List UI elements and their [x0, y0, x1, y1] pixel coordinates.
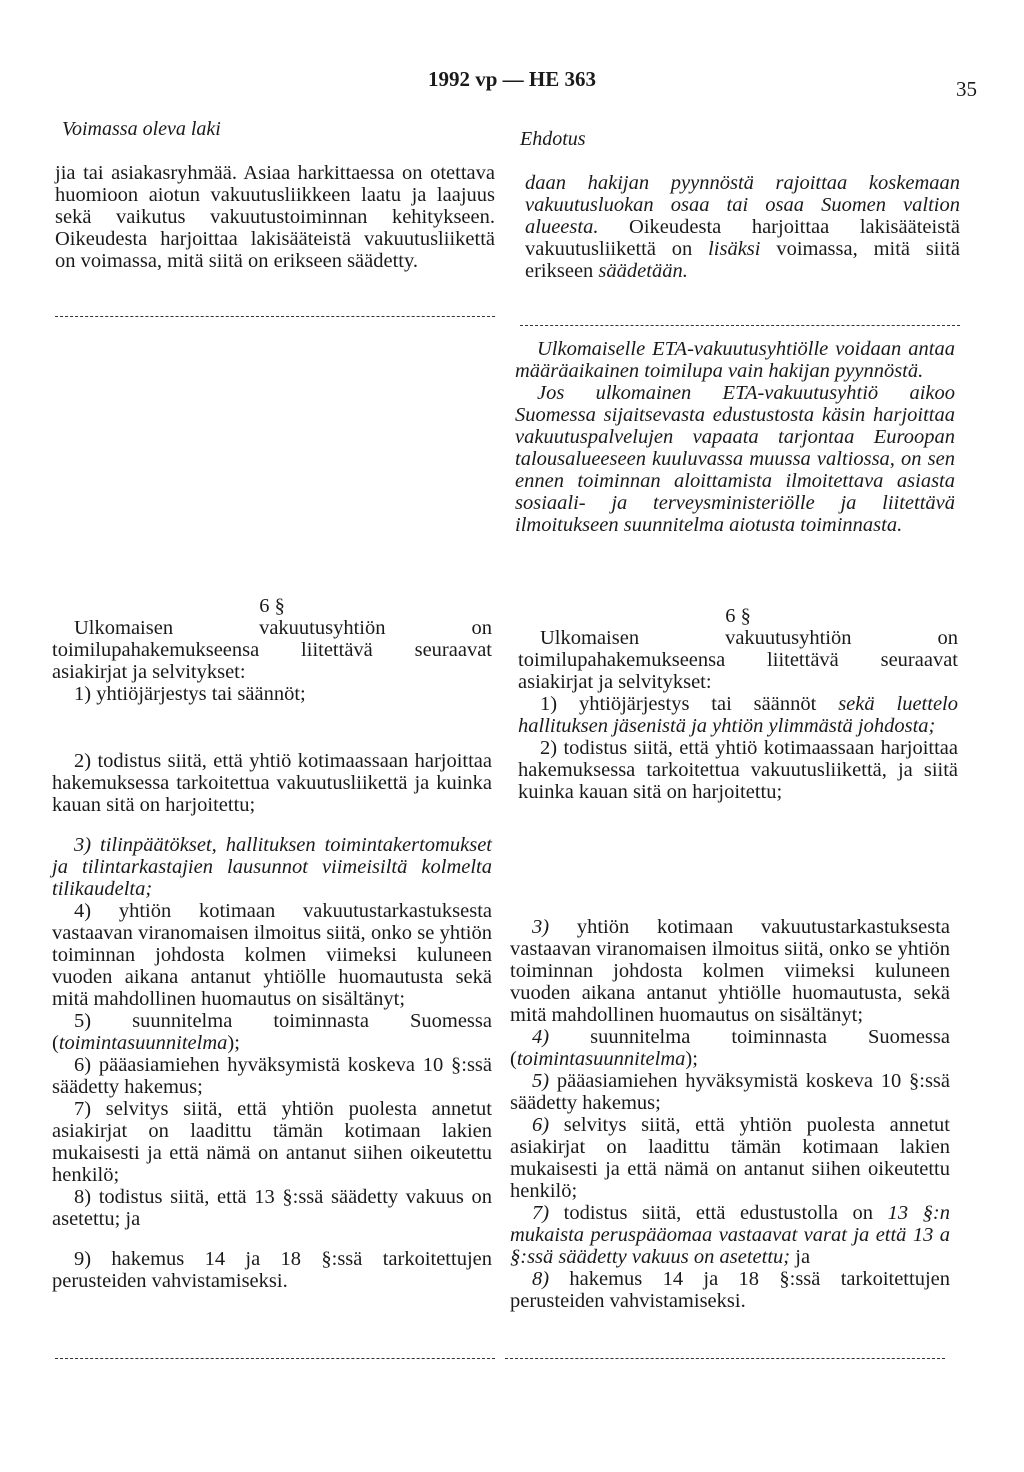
right-item-2: 2) todistus siitä, että yhtiö kotimaassaan harjoittaa hakemuksessa tarkoitettua vakuutusliikettä, ja siitä kuinka kauan sitä on harjoitettu;	[518, 737, 958, 803]
left-intro: Ulkomaisen vakuutusyhtiön on toimilupahakemukseensa liitettävä seuraavat asiakirjat ja selvitykset:	[52, 617, 492, 683]
left-section-title: 6 §	[259, 595, 285, 617]
right-item-8	[510, 1268, 950, 1312]
left-item-2: 2) todistus siitä, että yhtiö kotimaassaan harjoittaa hakemuksessa tarkoitettua vakuutusliikettä ja kuinka kauan sitä on harjoitettu;	[52, 750, 492, 816]
left-item-5-text: 5) suunnitelma toiminnasta Suomessa (	[52, 1010, 492, 1054]
left-item-4: 4) yhtiön kotimaan vakuutustarkastuksesta vastaavan viranomaisen ilmoitus siitä, onko se yhtiön toiminnan johdosta kolmen viimeksi kuluneen vuoden aikana antanut yhtiölle huomautusta sekä mitä mahdollinen huomautus on sisältänyt;	[52, 900, 492, 1010]
left-item-9: 9) hakemus 14 ja 18 §:ssä tarkoitettujen perusteiden vahvistamiseksi.	[52, 1248, 492, 1292]
right-section-title: 6 §	[725, 605, 751, 627]
left-item-6: 6) pääasiamiehen hyväksymistä koskeva 10 §:ssä säädetty hakemus;	[52, 1054, 492, 1098]
right-item-3-text: yhtiön kotimaan vakuutustarkastuksesta vastaavan viranomaisen ilmoitus siitä, onko se yhtiön toiminnan johdosta kolmen viimeksi kuluneen vuoden aikana antanut yhtiölle huomautusta, sekä mitä mahdollinen huomautus on sisältänyt;	[510, 916, 950, 1026]
right-item-7-added: 13 §:n mukaista peruspääomaa vastaavat varat ja että 13 a §:ssä säädetty vakuus on asetettu;	[510, 1202, 951, 1268]
right-intro: Ulkomaisen vakuutusyhtiön on toimilupahakemukseensa liitettävä seuraavat asiakirjat ja selvitykset:	[518, 627, 958, 693]
right-top-b: Oikeudesta harjoittaa lakisääteistä vakuutusliikettä on	[525, 216, 960, 260]
right-divider-2	[505, 1358, 945, 1359]
left-items-block	[52, 750, 492, 1292]
right-top-d: voimassa, mitä siitä erikseen	[525, 238, 960, 282]
right-eta-paragraph-1: Ulkomaiselle ETA-vakuutusyhtiölle voidaan antaa määräaikainen toimilupa vain hakijan pyynnöstä.	[515, 338, 955, 382]
right-item-8-num: 8)	[532, 1268, 550, 1290]
right-item-4-term: toimintasuunnitelma	[516, 1048, 686, 1070]
left-section-6	[52, 595, 492, 705]
right-item-4-end: );	[685, 1048, 698, 1070]
left-item-1: 1) yhtiöjärjestys tai säännöt;	[74, 683, 306, 705]
left-item-7: 7) selvitys siitä, että yhtiön puolesta annetut asiakirjat on laadittu tämän kotimaan lakien mukaisesti ja että nämä on antanut siihen oikeutettu henkilö;	[52, 1098, 492, 1186]
right-item-7-end: ja	[790, 1246, 811, 1268]
right-item-7	[510, 1202, 950, 1268]
right-item-4-text: suunnitelma toiminnasta Suomessa (	[510, 1026, 950, 1070]
left-top-paragraph: jia tai asiakasryhmää. Asiaa harkittaessa on otettava huomioon aiotun vakuutusliikkeen laatu ja laajuus sekä vaikutus vakuutustoiminnan kehitykseen. Oikeudesta harjoittaa lakisääteistä vakuutusliikettä on voimassa, mitä siitä on erikseen säädetty.	[55, 162, 495, 272]
right-item-6-num: 6)	[532, 1114, 550, 1136]
right-item-7-num: 7)	[532, 1202, 550, 1224]
left-item-5-term: toimintasuunnitelma	[58, 1032, 228, 1054]
right-item-4-num: 4)	[532, 1026, 550, 1048]
left-column-heading: Voimassa oleva laki	[62, 118, 221, 140]
right-item-3	[510, 916, 950, 1026]
right-item-5	[510, 1070, 950, 1114]
left-item-5-end: );	[227, 1032, 240, 1054]
left-divider-2	[55, 1358, 495, 1359]
right-divider-1	[520, 325, 960, 326]
page-number: 35	[956, 77, 977, 101]
right-item-8-text: hakemus 14 ja 18 §:ssä tarkoitettujen perusteiden vahvistamiseksi.	[510, 1268, 950, 1312]
page-header: 1992 vp — HE 363	[427, 67, 597, 91]
right-item-6	[510, 1114, 950, 1202]
right-item-1	[518, 693, 958, 737]
right-item-1-added: sekä luettelo hallituksen jäsenistä ja yhtiön ylimmästä johdosta;	[518, 693, 958, 737]
right-item-5-text: pääasiamiehen hyväksymistä koskeva 10 §:ssä säädetty hakemus;	[510, 1070, 950, 1114]
right-top-e: säädetään.	[598, 260, 688, 282]
right-top-c: lisäksi	[708, 238, 761, 260]
left-item-5	[52, 1010, 492, 1054]
right-eta-block	[515, 338, 955, 536]
right-item-6-text: selvitys siitä, että yhtiön puolesta annetut asiakirjat on laadittu tämän kotimaan lakien mukaisesti ja että nämä on antanut siihen oikeutettu henkilö;	[510, 1114, 950, 1202]
right-eta-paragraph-2: Jos ulkomainen ETA-vakuutusyhtiö aikoo Suomessa sijaitsevasta edustustosta käsin harjoittaa vakuutuspalvelujen vapaata tarjontaa Euroopan talousalueeseen kuuluvassa muussa valtiossa, on sen ennen toiminnan aloittamista ilmoitettava asiasta sosiaali- ja terveysministeriölle ja liitettävä ilmoitukseen suunnitelma aiotusta toiminnasta.	[515, 382, 955, 536]
right-item-3-num: 3)	[532, 916, 550, 938]
left-item-3: 3) tilinpäätökset, hallituksen toimintakertomukset ja tilintarkastajien lausunnot viimeisiltä kolmelta tilikaudelta;	[52, 834, 492, 900]
right-top-paragraph-block	[525, 172, 960, 282]
right-column-heading: Ehdotus	[520, 128, 586, 150]
right-item-1-text: 1) yhtiöjärjestys tai säännöt	[540, 693, 839, 715]
right-top-a: daan hakijan pyynnöstä rajoittaa koskemaan vakuutusluokan osaa tai osaa Suomen valtion alueesta.	[525, 172, 960, 238]
right-top-paragraph	[525, 172, 960, 282]
left-divider-1	[55, 316, 495, 317]
right-items-block	[510, 916, 950, 1312]
left-item-8: 8) todistus siitä, että 13 §:ssä säädetty vakuus on asetettu; ja	[52, 1186, 492, 1230]
right-item-7-text: todistus siitä, että edustustolla on	[549, 1202, 888, 1224]
right-section-6	[518, 605, 958, 803]
right-item-5-num: 5)	[532, 1070, 550, 1092]
left-top-paragraph-block	[55, 162, 495, 272]
right-item-4	[510, 1026, 950, 1070]
